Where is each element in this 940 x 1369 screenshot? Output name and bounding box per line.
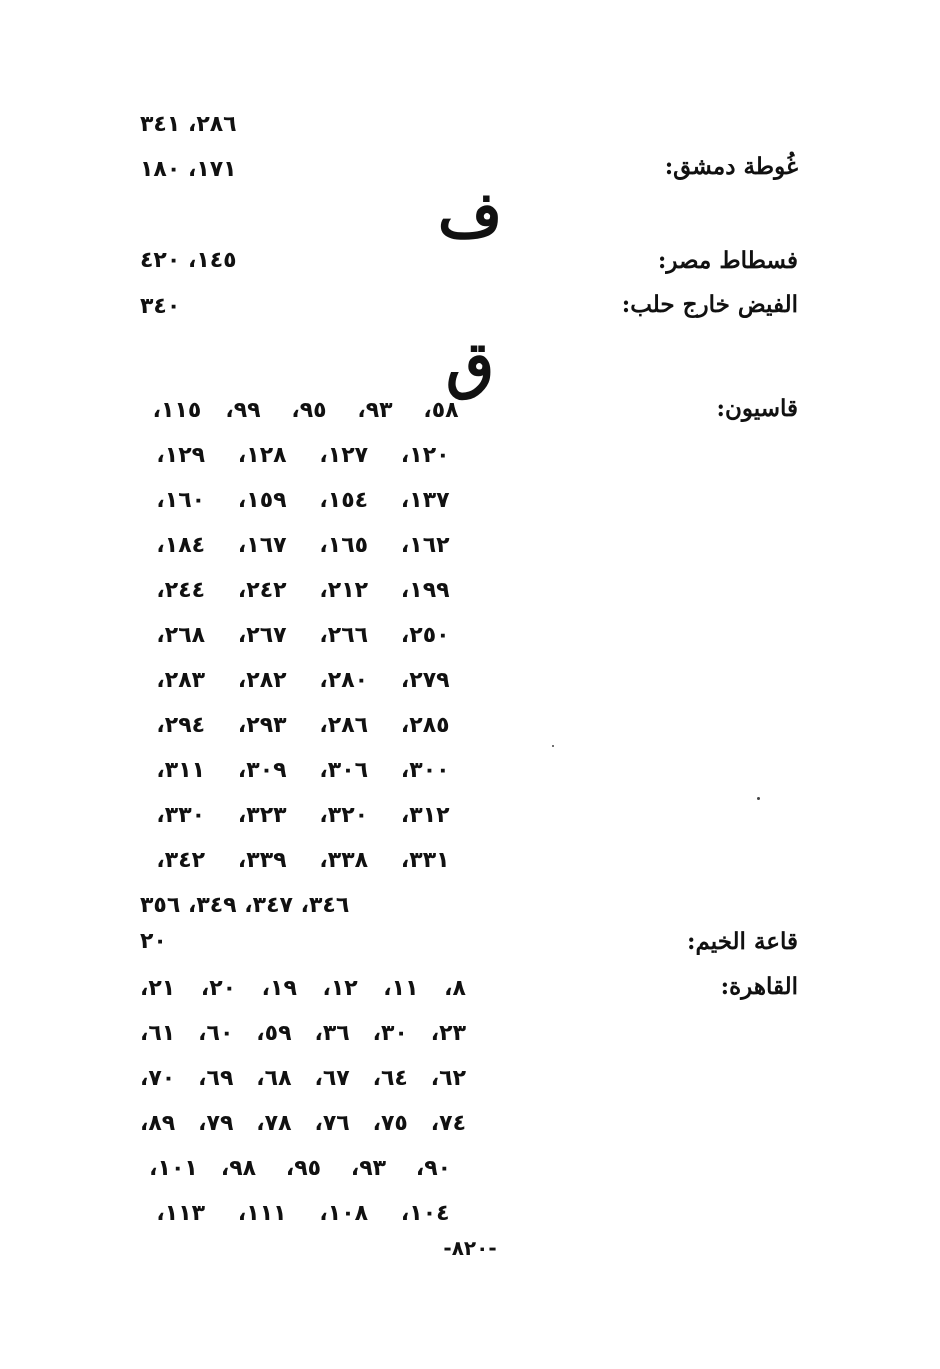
entry-numbers-fustat: ١٤٥، ٤٢٠ [140,248,237,273]
qasiyun-row [140,756,466,786]
page-ref: ٢٥٠، [400,623,450,648]
page-ref: ٣١٢، [400,803,450,828]
page-ref: ٩٠، [415,1156,452,1181]
cairo-row: ٨، ١١، ١٢، ١٩، ٢٠، ٢١، [140,976,466,1001]
page-ref: ٢٨٠، [319,668,369,693]
page-ref: ١٩٩، [400,578,450,603]
page-ref: ٣٢٣، [237,803,287,828]
page-ref: ٢٨٦، [319,713,369,738]
page-ref: ١٦٥، [319,533,369,558]
page-ref: ١١٣، [156,1201,206,1226]
qasiyun-row [140,621,466,651]
page-ref: ٩٨، [220,1156,257,1181]
page-ref: ١١٥، [152,398,202,423]
section-letter-qaf: ق [445,328,495,401]
page-ref: ٢٩٣، [237,713,287,738]
page-ref: ٩٣، [357,398,393,423]
page-ref: ٩٥، [291,398,327,423]
page-ref: ٣٤٢، [156,848,206,873]
page-ref: ٢٤٢، [237,578,287,603]
section-letter-fa: ف [437,178,503,251]
page-ref: ٩٩، [225,398,261,423]
page-ref: ١٢٠، [400,443,450,468]
page-ref: ١٣٧، [400,488,450,513]
page-ref: ٣١١، [156,758,206,783]
entry-label-fustat: فسطاط مصر: [657,247,798,274]
page-ref: ١٠٨، [319,1201,369,1226]
page-ref: ٥٨، [423,398,459,423]
entry-numbers-khiyam: ٢٠ [140,929,167,954]
cairo-row [140,1154,466,1184]
page-ref: ١٦٢، [400,533,450,558]
page-ref: ٢٤٤، [156,578,206,603]
page-ref: ١٢٨، [237,443,287,468]
page-ref: ٩٥، [285,1156,322,1181]
entry-numbers-ghouta: ١٧١، ١٨٠ [140,157,237,182]
page-ref: ٢١٢، [319,578,369,603]
page-ref: ١٢٧، [319,443,369,468]
page-ref: ٣٢٠، [319,803,369,828]
page-ref: ٢٩٤، [156,713,206,738]
cairo-row: ٢٣، ٣٠، ٣٦، ٥٩، ٦٠، ٦١، [140,1021,466,1046]
entry-label-khiyam: قاعة الخيم: [686,928,798,955]
page-number: -٨٢٠- [443,1236,497,1260]
page-ref: ٣٣٨، [319,848,369,873]
qasiyun-row [140,486,466,516]
scan-speck [552,745,554,747]
qasiyun-row [140,711,466,741]
page-ref: ٣٣٩، [237,848,287,873]
qasiyun-row [140,441,466,471]
cairo-row [140,1199,466,1229]
page-ref: ١٥٤، [319,488,369,513]
qasiyun-row [140,846,466,876]
entry-label-fayd: الفيض خارج حلب: [621,291,798,318]
page-ref: ١٦٧، [237,533,287,558]
page-ref: ٣٣٠، [156,803,206,828]
page-ref: ٣٠٦، [319,758,369,783]
page-ref: ١٨٤، [156,533,206,558]
page-ref: ٣٠٠، [400,758,450,783]
page-ref: ٣٣١، [400,848,450,873]
page-ref: ٢٨٥، [400,713,450,738]
qasiyun-last-row: ٣٤٦، ٣٤٧، ٣٤٩، ٣٥٦ [140,893,350,918]
scan-speck [757,797,760,800]
qasiyun-row [140,666,466,696]
entry-numbers: ٢٨٦، ٣٤١ [140,112,237,137]
page-ref: ٣٠٩، [237,758,287,783]
qasiyun-row [140,396,474,426]
qasiyun-row [140,531,466,561]
entry-label-ghouta: غُوطة دمشق: [664,153,798,180]
page-ref: ٢٨٣، [156,668,206,693]
qasiyun-row [140,801,466,831]
entry-numbers-fayd: ٣٤٠ [140,294,181,319]
page-ref: ٩٣، [350,1156,387,1181]
cairo-row: ٦٢، ٦٤، ٦٧، ٦٨، ٦٩، ٧٠، [140,1066,466,1091]
cairo-row: ٧٤، ٧٥، ٧٦، ٧٨، ٧٩، ٨٩، [140,1111,466,1136]
page-ref: ١٥٩، [237,488,287,513]
entry-label-cairo: القاهرة: [720,973,798,1000]
page-ref: ٢٧٩، [400,668,450,693]
qasiyun-row [140,576,466,606]
page-ref: ٢٦٧، [237,623,287,648]
page-ref: ٢٨٢، [237,668,287,693]
entry-label-qasiyun: قاسيون: [716,395,798,422]
page-ref: ١١١، [237,1201,287,1226]
page-ref: ١٠٤، [400,1201,450,1226]
page-ref: ١٠١، [149,1156,198,1181]
page-ref: ٢٦٨، [156,623,206,648]
page-ref: ١٢٩، [156,443,206,468]
page-ref: ١٦٠، [156,488,206,513]
page-ref: ٢٦٦، [319,623,369,648]
